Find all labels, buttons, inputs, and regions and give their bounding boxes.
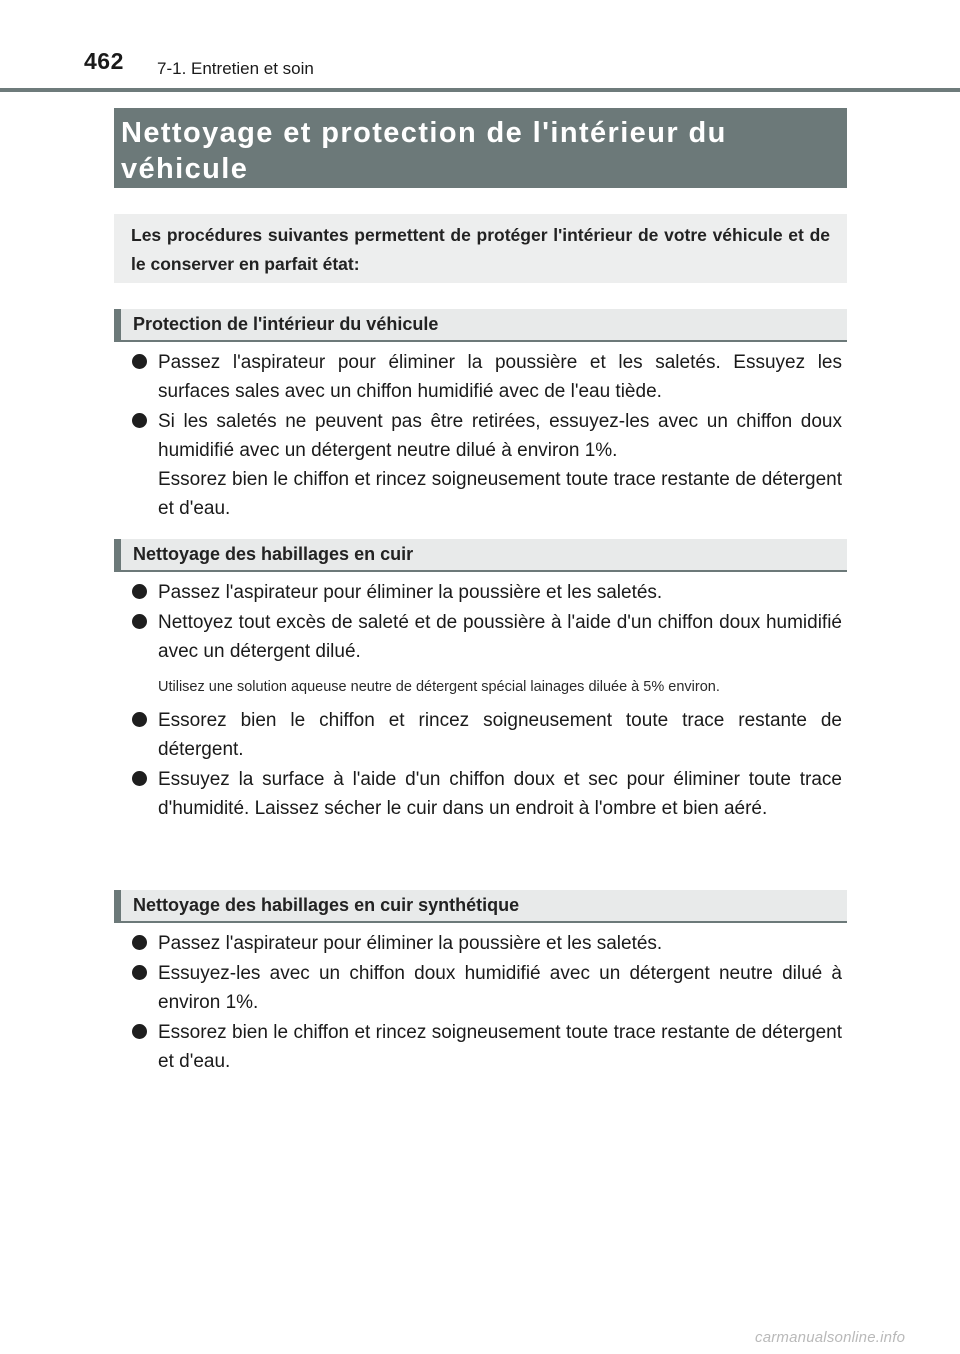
bullet-icon <box>132 965 147 980</box>
list-item <box>130 706 842 764</box>
section-heading-text: Nettoyage des habillages en cuir <box>133 544 414 564</box>
list-item-text: Essuyez la surface à l'aide d'un chiffon doux et sec pour éliminer toute trace d'humidité. Laissez sécher le cuir dans un endroit à l'ombre et bien aéré. <box>158 769 842 819</box>
page-header <box>0 0 960 92</box>
section-list-leather <box>130 578 842 823</box>
bullet-icon <box>132 935 147 950</box>
intro-text: Les procédures suivantes permettent de protéger l'intérieur de votre véhicule et de le conserver en parfait état: <box>131 225 830 274</box>
page-title: Nettoyage et protection de l'intérieur du véhicule <box>121 117 727 185</box>
section-list-interior-protection <box>130 348 842 523</box>
list-item-text: Essuyez-les avec un chiffon doux humidifié avec un détergent neutre dilué à environ 1%. <box>158 963 842 1013</box>
list-item <box>130 1018 842 1076</box>
page-title-box <box>114 108 847 188</box>
bullet-icon <box>132 771 147 786</box>
section-heading-text: Nettoyage des habillages en cuir synthétique <box>133 895 520 915</box>
bullet-icon <box>132 712 147 727</box>
list-item-text: Passez l'aspirateur pour éliminer la poussière et les saletés. <box>158 933 663 954</box>
list-item-text: Essorez bien le chiffon et rincez soigneusement toute trace restante de détergent. <box>158 710 842 760</box>
section-breadcrumb: 7-1. Entretien et soin <box>157 59 314 78</box>
note-text: Utilisez une solution aqueuse neutre de détergent spécial lainages diluée à 5% environ. <box>158 679 720 695</box>
section-heading-interior-protection <box>114 309 847 342</box>
header-divider <box>0 88 960 92</box>
continuation-paragraph: Essorez bien le chiffon et rincez soigneusement toute trace restante de détergent et d'eau. <box>158 469 842 519</box>
list-item <box>130 765 842 823</box>
section-heading-leather <box>114 539 847 572</box>
list-item <box>130 407 842 465</box>
section-heading-text: Protection de l'intérieur du véhicule <box>133 314 439 334</box>
bullet-icon <box>132 1024 147 1039</box>
bullet-icon <box>132 413 147 428</box>
list-item <box>130 608 842 666</box>
bullet-icon <box>132 584 147 599</box>
section-heading-synthetic-leather <box>114 890 847 923</box>
bullet-icon <box>132 614 147 629</box>
list-item <box>130 929 842 958</box>
list-item-text: Si les saletés ne peuvent pas être retirées, essuyez-les avec un chiffon doux humidifié avec un détergent neutre dilué à environ 1%. <box>158 411 842 461</box>
list-item-text: Passez l'aspirateur pour éliminer la poussière et les saletés. Essuyez les surfaces sales avec un chiffon humidifié avec de l'eau tiède. <box>158 352 842 402</box>
list-item <box>130 348 842 406</box>
intro-box <box>114 214 847 283</box>
page-number: 462 <box>84 48 124 74</box>
section-list-synthetic-leather <box>130 929 842 1076</box>
list-item-text: Essorez bien le chiffon et rincez soigneusement toute trace restante de détergent et d'eau. <box>158 1022 842 1072</box>
list-item <box>130 959 842 1017</box>
list-item-text: Nettoyez tout excès de saleté et de poussière à l'aide d'un chiffon doux humidifié avec un détergent dilué. <box>158 612 842 662</box>
watermark-text: carmanualsonline.info <box>755 1329 906 1346</box>
bullet-icon <box>132 354 147 369</box>
list-item <box>130 578 842 607</box>
list-item-text: Passez l'aspirateur pour éliminer la poussière et les saletés. <box>158 582 663 603</box>
